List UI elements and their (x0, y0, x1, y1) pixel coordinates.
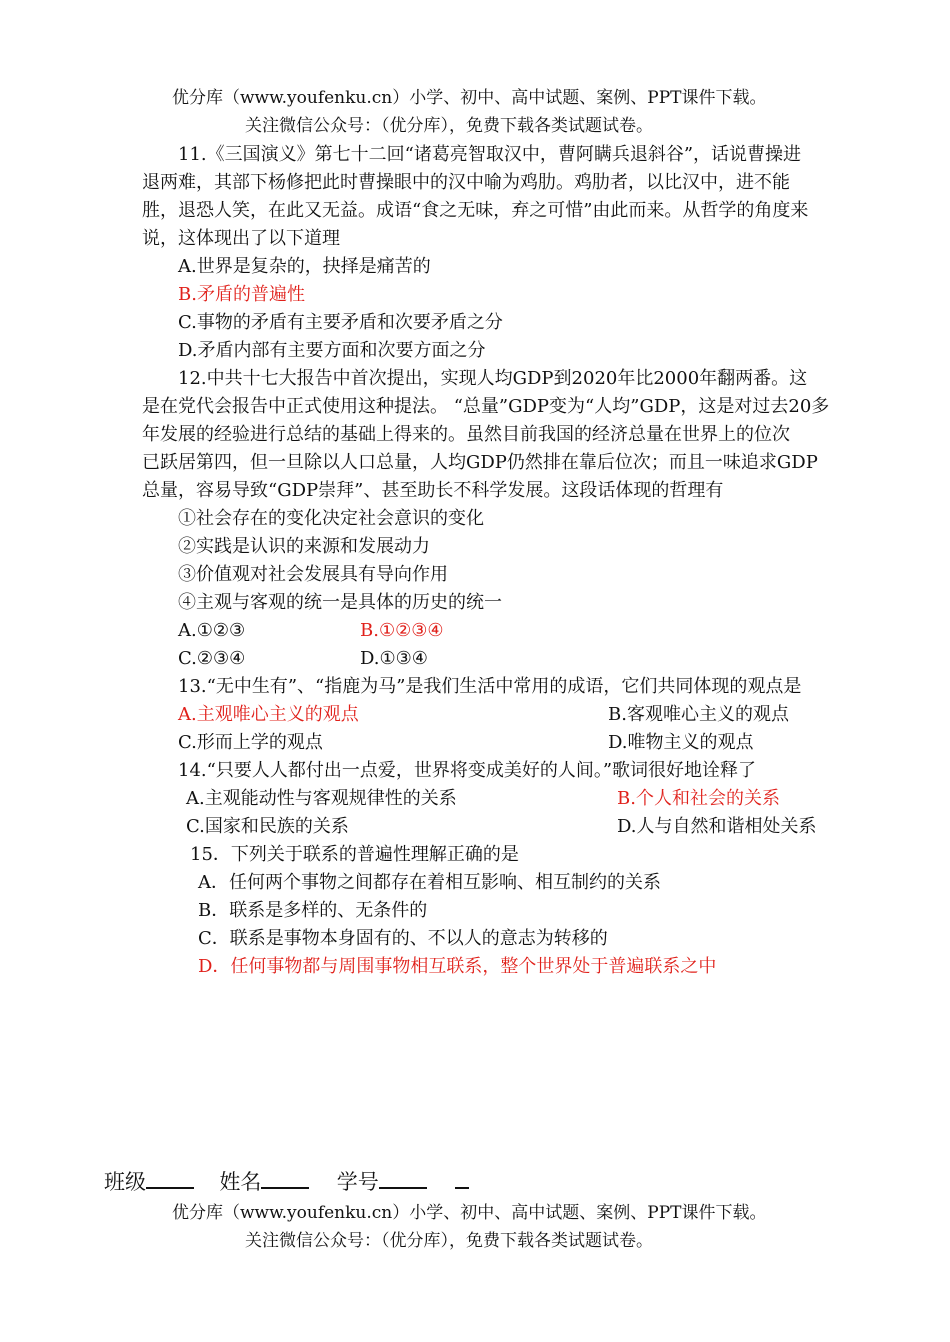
option-a: A.①②③ (178, 620, 246, 641)
class-label: 班级 (104, 1170, 146, 1194)
footer-line-2: 关注微信公众号：（优分库），免费下载各类试题试卷。 (245, 1231, 653, 1251)
question-stem: 14.“只要人人都付出一点爱，世界将变成美好的人间。”歌词很好地诠释了 (178, 760, 757, 781)
option-d: D.①③④ (360, 648, 428, 669)
question-stem-line: 11.《三国演义》第七十二回“诸葛亮智取汉中，曹阿瞒兵退斜谷”，话说曹操进 (178, 144, 802, 165)
option-b: B．联系是多样的、无条件的 (198, 900, 428, 921)
id-blank[interactable] (379, 1169, 427, 1189)
name-label: 姓名 (219, 1170, 262, 1194)
question-stem-line: 总量，容易导致“GDP崇拜”、甚至助长不科学发展。这段话体现的哲理有 (142, 480, 724, 501)
question-stem-line: 12.中共十七大报告中首次提出，实现人均GDP到2020年比2000年翻两番。这 (178, 368, 808, 389)
option-c: C.国家和民族的关系 (186, 816, 349, 837)
option-d: D.矛盾内部有主要方面和次要方面之分 (178, 340, 486, 361)
option-b-correct: B.①②③④ (360, 620, 444, 641)
question-stem-line: 年发展的经验进行总结的基础上得来的。虽然目前我国的经济总量在世界上的位次 (142, 424, 790, 445)
option-a: A.世界是复杂的，抉择是痛苦的 (178, 256, 431, 277)
option-a: A．任何两个事物之间都存在着相互影响、相互制约的关系 (198, 872, 661, 893)
id-label: 学号 (336, 1170, 379, 1194)
header-line-2: 关注微信公众号：（优分库），免费下载各类试题试卷。 (245, 116, 653, 136)
extra-blank[interactable] (455, 1169, 469, 1189)
question-stem-line: 是在党代会报告中正式使用这种提法。 “总量”GDP变为“人均”GDP，这是对过去20多 (142, 396, 830, 417)
statement-3: ③价值观对社会发展具有导向作用 (178, 564, 448, 585)
option-c: C.形而上学的观点 (178, 732, 323, 753)
option-b-correct: B.矛盾的普遍性 (178, 284, 305, 305)
question-stem-line: 说，这体现出了以下道理 (142, 228, 340, 249)
name-blank[interactable] (261, 1169, 309, 1189)
option-a: A.主观能动性与客观规律性的关系 (186, 788, 457, 809)
option-c: C.②③④ (178, 648, 246, 669)
statement-2: ②实践是认识的来源和发展动力 (178, 536, 430, 557)
statement-4: ④主观与客观的统一是具体的历史的统一 (178, 592, 502, 613)
option-d-correct: D．任何事物都与周围事物相互联系，整个世界处于普遍联系之中 (198, 956, 717, 977)
option-b-correct: B.个人和社会的关系 (617, 788, 780, 809)
option-d: D.唯物主义的观点 (608, 732, 754, 753)
question-stem-line: 退两难，其部下杨修把此时曹操眼中的汉中喻为鸡肋。鸡肋者，以比汉中，进不能 (142, 172, 790, 193)
footer-line-1: 优分库（www.youfenku.cn）小学、初中、高中试题、案例、PPT课件下载。 (172, 1203, 767, 1223)
question-stem: 15．下列关于联系的普遍性理解正确的是 (190, 844, 519, 865)
question-stem: 13.“无中生有”、“指鹿为马”是我们生活中常用的成语，它们共同体现的观点是 (178, 676, 802, 697)
option-c: C.事物的矛盾有主要矛盾和次要矛盾之分 (178, 312, 503, 333)
question-stem-line: 已跃居第四，但一旦除以人口总量，人均GDP仍然排在靠后位次；而且一味追求GDP (142, 452, 818, 473)
student-info-line (104, 1169, 469, 1194)
header-line-1: 优分库（www.youfenku.cn）小学、初中、高中试题、案例、PPT课件下载。 (172, 88, 767, 108)
statement-1: ①社会存在的变化决定社会意识的变化 (178, 508, 484, 529)
question-stem-line: 胜，退恐人笑，在此又无益。成语“食之无味，弃之可惜”由此而来。从哲学的角度来 (142, 200, 809, 221)
class-blank[interactable] (146, 1169, 194, 1189)
option-b: B.客观唯心主义的观点 (608, 704, 789, 725)
option-a-correct: A.主观唯心主义的观点 (178, 704, 359, 725)
option-c: C．联系是事物本身固有的、不以人的意志为转移的 (198, 928, 608, 949)
option-d: D.人与自然和谐相处关系 (617, 816, 817, 837)
